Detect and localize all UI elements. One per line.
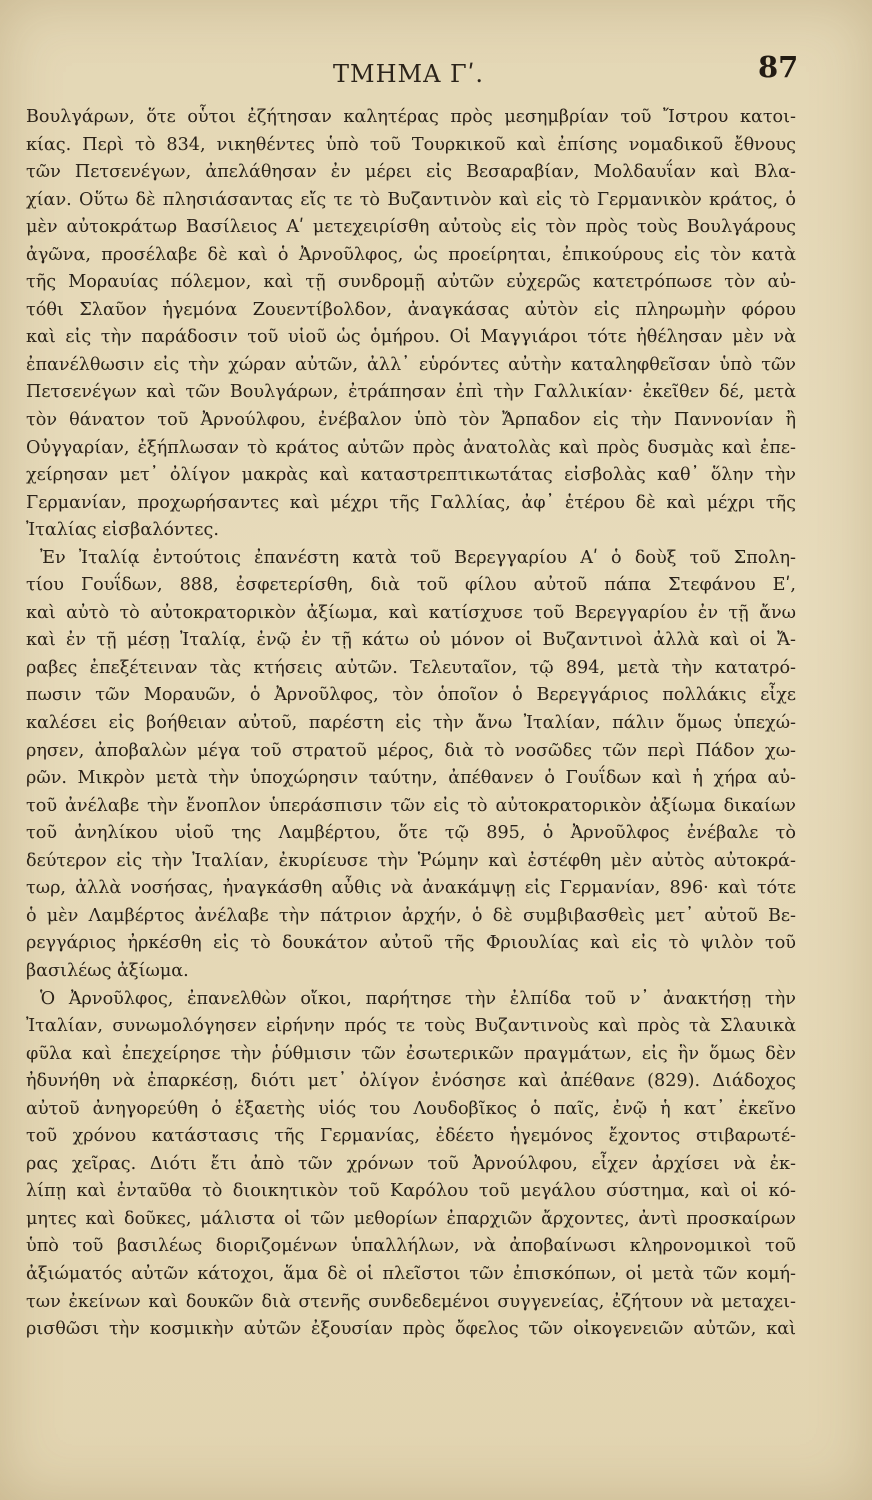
text-line: χείρησαν μετ᾽ ὀλίγον μακρὰς καὶ καταστρεπτικωτάτας εἰσβολὰς καθ᾽ ὅλην τὴν	[26, 465, 796, 486]
text-line: τοῦ ἀνέλαβε τὴν ἔνοπλον ὑπεράσπισιν τῶν εἰς τὸ αὐτοκρατορικὸν ἀξίωμα δικαίων	[26, 795, 796, 816]
text-line: μὲν αὐτοκράτωρ Βασίλειος Αʹ μετεχειρίσθη αὐτοὺς εἰς τὸν πρὸς τοὺς Βουλγάρους	[26, 217, 796, 238]
text-line: ὑπὸ τοῦ βασιλέως διοριζομένων ὑπαλλήλων, νὰ ἀποβαίνωσι κληρονομικοὶ τοῦ	[26, 1236, 796, 1257]
text-line: ἠδυνήθη νὰ ἐπαρκέσῃ, διότι μετ᾽ ὀλίγον ἐνόσησε καὶ ἀπέθανε (829). Διάδοχος	[26, 1071, 796, 1092]
text-line: τόθι Σλαῦον ἡγεμόνα Ζουεντίβολδον, ἀναγκάσας αὐτὸν εἰς πληρωμὴν φόρου	[26, 299, 796, 320]
page-number: 87	[758, 50, 799, 84]
text-line: καὶ αὐτὸ τὸ αὐτοκρατορικὸν ἀξίωμα, καὶ κατίσχυσε τοῦ Βερεγγαρίου ἐν τῇ ἄνω	[26, 602, 796, 623]
text-line: τωρ, ἀλλὰ νοσήσας, ἠναγκάσθη αὖθις νὰ ἀνακάμψῃ εἰς Γερμανίαν, 896· καὶ τότε	[26, 878, 796, 899]
text-line: τῶν Πετσενέγων, ἀπελάθησαν ἐν μέρει εἰς Βεσαραβίαν, Μολδαυΐαν καὶ Βλα-	[26, 162, 796, 183]
text-line: ρῶν. Μικρὸν μετὰ τὴν ὑποχώρησιν ταύτην, ἀπέθανεν ὁ Γουΐδων καὶ ἡ χήρα αὐ-	[26, 768, 796, 789]
paragraph-start-line: Ἐν Ἰταλίᾳ ἐντούτοις ἐπανέστη κατὰ τοῦ Βερεγγαρίου Αʹ ὁ δοὺξ τοῦ Σπολη-	[40, 547, 796, 568]
text-line: των ἐκείνων καὶ δουκῶν διὰ στενῆς συνδεδεμένοι συγγενείας, ἐζήτουν νὰ μεταχει-	[26, 1291, 796, 1312]
text-line: βασιλέως ἀξίωμα.	[26, 960, 189, 981]
text-line: τοῦ ἀνηλίκου υἱοῦ της Λαμβέρτου, ὅτε τῷ 895, ὁ Ἀρνοῦλφος ἐνέβαλε τὸ	[26, 823, 796, 844]
text-line: τὸν θάνατον τοῦ Ἀρνούλφου, ἐνέβαλον ὑπὸ τὸν Ἄρπαδον εἰς τὴν Παννονίαν ἢ	[26, 410, 796, 431]
text-line: ραβες ἐπεξέτειναν τὰς κτήσεις αὐτῶν. Τελευταῖον, τῷ 894, μετὰ τὴν κατατρό-	[26, 657, 796, 678]
text-line: λίπῃ καὶ ἐνταῦθα τὸ διοικητικὸν τοῦ Καρόλου τοῦ μεγάλου σύστημα, καὶ οἱ κό-	[26, 1181, 796, 1202]
text-line: ρας χεῖρας. Διότι ἔτι ἀπὸ τῶν χρόνων τοῦ Ἀρνούλφου, εἶχεν ἀρχίσει νὰ ἐκ-	[26, 1153, 796, 1174]
text-line: Ἰταλίαν, συνωμολόγησεν εἰρήνην πρός τε τοὺς Βυζαντινοὺς καὶ πρὸς τὰ Σλαυικὰ	[26, 1016, 796, 1037]
running-head: ΤΜΗΜΑ Γʹ.	[333, 60, 485, 88]
text-line: τοῦ χρόνου κατάστασις τῆς Γερμανίας, ἐδέετο ἡγεμόνος ἔχοντος στιβαρωτέ-	[26, 1126, 796, 1147]
text-line: τίου Γουΐδων, 888, ἐσφετερίσθη, διὰ τοῦ φίλου αὐτοῦ πάπα Στεφάνου Εʹ,	[26, 575, 796, 596]
text-line: φῦλα καὶ ἐπεχείρησε τὴν ῥύθμισιν τῶν ἐσωτερικῶν πραγμάτων, εἰς ἣν ὅμως δὲν	[26, 1043, 796, 1064]
text-line: Πετσενέγων καὶ τῶν Βουλγάρων, ἐτράπησαν ἐπὶ τὴν Γαλλικίαν· ἐκεῖθεν δέ, μετὰ	[26, 382, 796, 403]
text-line: κίας. Περὶ τὸ 834, νικηθέντες ὑπὸ τοῦ Τουρκικοῦ καὶ ἐπίσης νομαδικοῦ ἔθνους	[26, 134, 796, 155]
text-line: καὶ εἰς τὴν παράδοσιν τοῦ υἱοῦ ὡς ὁμήρου. Οἱ Μαγγιάροι τότε ἠθέλησαν μὲν νὰ	[26, 327, 796, 348]
paragraph-start-line: Ὁ Ἀρνοῦλφος, ἐπανελθὼν οἴκοι, παρήτησε τὴν ἐλπίδα τοῦ ν᾽ ἀνακτήσῃ τὴν	[40, 988, 796, 1009]
body-text	[26, 104, 796, 1344]
text-line: Βουλγάρων, ὅτε οὗτοι ἐζήτησαν καλητέρας πρὸς μεσημβρίαν τοῦ Ἴστρου κατοι-	[26, 107, 796, 127]
text-line: Οὐγγαρίαν, ἐξήπλωσαν τὸ κράτος αὐτῶν πρὸς ἀνατολὰς καὶ πρὸς δυσμὰς καὶ ἐπε-	[26, 437, 796, 458]
text-line: ρησεν, ἀποβαλὼν μέγα τοῦ στρατοῦ μέρος, διὰ τὸ νοσῶδες τῶν περὶ Πάδον χω-	[26, 740, 796, 761]
text-line: ἀγῶνα, προσέλαβε δὲ καὶ ὁ Ἀρνοῦλφος, ὡς προείρηται, ἐπικούρους εἰς τὸν κατὰ	[26, 244, 796, 265]
text-line: ὁ μὲν Λαμβέρτος ἀνέλαβε τὴν πάτριον ἀρχήν, ὁ δὲ συμβιβασθεὶς μετ᾽ αὐτοῦ Βε-	[26, 905, 796, 926]
text-line: ρεγγάριος ἠρκέσθη εἰς τὸ δουκάτον αὐτοῦ τῆς Φριουλίας καὶ εἰς τὸ ψιλὸν τοῦ	[26, 933, 796, 954]
text-line: ρισθῶσι τὴν κοσμικὴν αὐτῶν ἐξουσίαν πρὸς ὄφελος τῶν οἰκογενειῶν αὐτῶν, καὶ	[26, 1319, 796, 1340]
text-line: Ἰταλίας εἰσβαλόντες.	[26, 520, 219, 541]
text-line: ἀξιώματός αὐτῶν κάτοχοι, ἅμα δὲ οἱ πλεῖστοι τῶν ἐπισκόπων, οἱ μετὰ τῶν κομή-	[26, 1263, 796, 1284]
text-line: μητες καὶ δοῦκες, μάλιστα οἱ τῶν μεθορίων ἐπαρχιῶν ἄρχοντες, ἀντὶ προσκαίρων	[26, 1208, 796, 1229]
text-line: ἐπανέλθωσιν εἰς τὴν χώραν αὐτῶν, ἀλλ᾽ εὑρόντες αὐτὴν καταληφθεῖσαν ὑπὸ τῶν	[26, 354, 796, 375]
text-line: δεύτερον εἰς τὴν Ἰταλίαν, ἐκυρίευσε τὴν Ῥώμην καὶ ἐστέφθη μὲν αὐτὸς αὐτοκρά-	[26, 850, 796, 871]
text-line: τῆς Μοραυίας πόλεμον, καὶ τῇ συνδρομῇ αὐτῶν εὐχερῶς κατετρόπωσε τὸν αὐ-	[26, 272, 796, 293]
text-line: καλέσει εἰς βοήθειαν αὐτοῦ, παρέστη εἰς τὴν ἄνω Ἰταλίαν, πάλιν ὅμως ὑπεχώ-	[26, 713, 796, 734]
text-line: καὶ ἐν τῇ μέσῃ Ἰταλίᾳ, ἐνῷ ἐν τῇ κάτω οὐ μόνον οἱ Βυζαντινοὶ ἀλλὰ καὶ οἱ Ἄ-	[26, 630, 796, 651]
text-line: χίαν. Οὕτω δὲ πλησιάσαντας εἴς τε τὸ Βυζαντινὸν καὶ εἰς τὸ Γερμανικὸν κράτος, ὁ	[26, 189, 796, 210]
text-line: Γερμανίαν, προχωρήσαντες καὶ μέχρι τῆς Γαλλίας, ἀφ᾽ ἑτέρου δὲ καὶ μέχρι τῆς	[26, 492, 796, 513]
text-line: αὐτοῦ ἀνηγορεύθη ὁ ἑξαετὴς υἱός του Λουδοβῖκος ὁ παῖς, ἐνῷ ἡ κατ᾽ ἐκεῖνο	[26, 1098, 796, 1119]
page-header	[0, 50, 872, 100]
text-line: πωσιν τῶν Μοραυῶν, ὁ Ἀρνοῦλφος, τὸν ὁποῖον ὁ Βερεγγάριος πολλάκις εἶχε	[26, 685, 796, 706]
